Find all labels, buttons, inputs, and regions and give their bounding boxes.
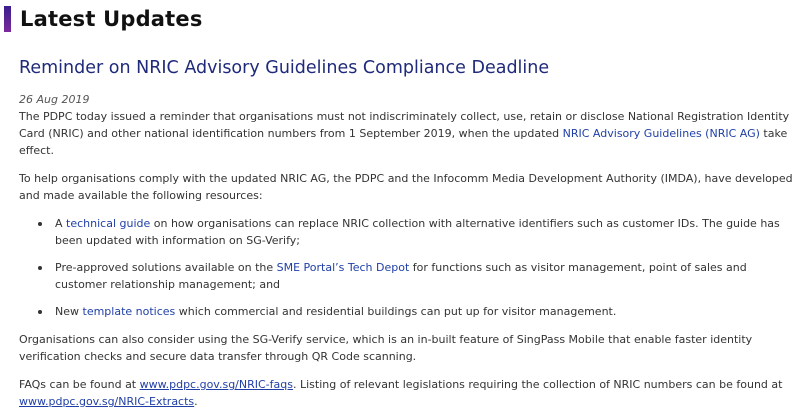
section-header xyxy=(4,4,203,34)
list-item-text: on how organisations can replace NRIC collection with alternative identifiers such as customer IDs. The guide has been updated with information on SG-Verify; xyxy=(55,217,780,247)
section-accent-bar xyxy=(4,6,11,32)
list-item xyxy=(55,303,797,320)
list-item xyxy=(55,259,797,293)
bullet-icon xyxy=(38,266,42,270)
resources-list xyxy=(19,215,797,320)
nric-faqs-link[interactable]: www.pdpc.gov.sg/NRIC-faqs xyxy=(139,378,293,391)
article-title: Reminder on NRIC Advisory Guidelines Compliance Deadline xyxy=(19,58,550,78)
paragraph-text: FAQs can be found at xyxy=(19,378,140,391)
list-item-text: New xyxy=(55,305,83,318)
section-title: Latest Updates xyxy=(20,7,203,31)
technical-guide-link[interactable]: technical guide xyxy=(66,217,151,230)
list-item-text: which commercial and residential buildings can put up for visitor management. xyxy=(175,305,617,318)
list-item-text: for functions such as visitor management, point of sales and customer relationship management; and xyxy=(55,261,747,291)
list-item-text: Pre-approved solutions available on the xyxy=(55,261,277,274)
paragraph-text: take effect. xyxy=(19,127,788,157)
list-item xyxy=(55,215,797,249)
paragraph-text: . Listing of relevant legislations requiring the collection of NRIC numbers can be found at xyxy=(292,378,783,391)
list-item-text: A xyxy=(55,217,67,230)
article-paragraph-3: Organisations can also consider using the SG-Verify service, which is an in-built feature of SingPass Mobile that enable faster identity verification checks and secure data transfer through QR Code scanning. xyxy=(19,333,753,363)
nric-extracts-link[interactable]: www.pdpc.gov.sg/NRIC-Extracts xyxy=(19,395,195,408)
article-paragraph-4 xyxy=(19,376,797,410)
article-date: 26 Aug 2019 xyxy=(19,93,90,106)
article-paragraph-2: To help organisations comply with the updated NRIC AG, the PDPC and the Infocomm Media Development Authority (IMDA), have developed and made available the following resources: xyxy=(19,172,793,202)
article xyxy=(19,56,797,410)
sme-portal-tech-depot-link[interactable]: SME Portal’s Tech Depot xyxy=(276,261,410,274)
paragraph-text: The PDPC today issued a reminder that organisations must not indiscriminately collect, use, retain or disclose National Registration Identity Card (NRIC) and other national identification numbers from 1 September 2019, when the updated xyxy=(19,110,790,140)
bullet-icon xyxy=(38,222,42,226)
paragraph-text: . xyxy=(194,395,198,408)
nric-advisory-guidelines-link[interactable]: NRIC Advisory Guidelines (NRIC AG) xyxy=(562,127,760,140)
template-notices-link[interactable]: template notices xyxy=(82,305,176,318)
article-paragraph-1 xyxy=(19,108,797,159)
bullet-icon xyxy=(38,310,42,314)
